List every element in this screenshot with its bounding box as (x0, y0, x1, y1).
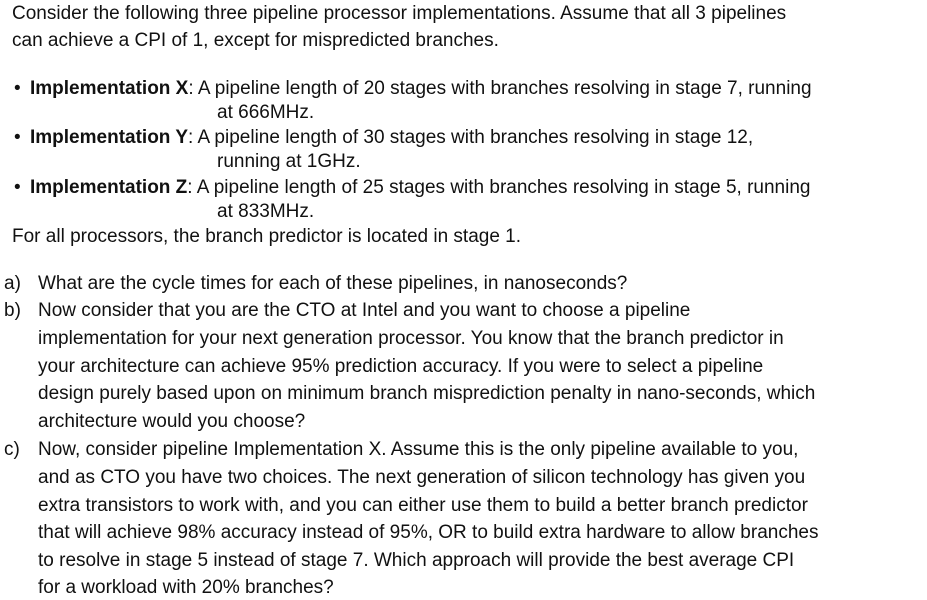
implementation-x-name: Implementation X (30, 78, 189, 99)
implementation-z-line-1 (30, 176, 810, 200)
question-c-line: to resolve in stage 5 instead of stage 7. Which approach will provide the best average CPI (38, 550, 795, 571)
question-c-line: extra transistors to work with, and you can either use them to build a better branch predictor (38, 495, 808, 516)
intro-line-2: can achieve a CPI of 1, except for mispredicted branches. (12, 30, 499, 51)
question-b-line: architecture would you choose? (38, 411, 306, 432)
question-a-marker: a) (4, 273, 21, 294)
question-b-marker: b) (4, 300, 21, 321)
question-c-line: Now, consider pipeline Implementation X. Assume this is the only pipeline available to you, (38, 439, 799, 460)
implementation-x-line-2: at 666MHz. (217, 102, 315, 123)
question-a-line: What are the cycle times for each of these pipelines, in nanoseconds? (38, 273, 628, 294)
implementation-z-line-2: at 833MHz. (217, 201, 315, 222)
implementation-x-desc: : A pipeline length of 20 stages with branches resolving in stage 7, running (188, 78, 812, 99)
question-b-line: implementation for your next generation processor. You know that the branch predictor in (38, 328, 784, 349)
bullet-marker: • (14, 177, 21, 198)
question-c-marker: c) (4, 439, 20, 460)
implementation-y-desc: : A pipeline length of 30 stages with branches resolving in stage 12, (188, 127, 754, 148)
implementation-y-line-2: running at 1GHz. (217, 151, 361, 172)
question-c-line: for a workload with 20% branches? (38, 577, 334, 598)
bullet-marker: • (14, 127, 21, 148)
closing-line: For all processors, the branch predictor is located in stage 1. (12, 226, 522, 247)
implementation-y-line-1 (30, 126, 753, 150)
bullet-marker: • (14, 78, 21, 99)
question-b-line: Now consider that you are the CTO at Intel and you want to choose a pipeline (38, 300, 691, 321)
question-c-line: that will achieve 98% accuracy instead of 95%, OR to build extra hardware to allow branches (38, 522, 819, 543)
intro-line-1: Consider the following three pipeline processor implementations. Assume that all 3 pipelines (12, 3, 787, 24)
implementation-x-line-1 (30, 77, 812, 101)
implementation-y-name: Implementation Y (30, 127, 189, 148)
implementation-z-name: Implementation Z (30, 177, 188, 198)
question-b-line: design purely based upon on minimum branch misprediction penalty in nano-seconds, which (38, 383, 816, 404)
question-b-line: your architecture can achieve 95% prediction accuracy. If you were to select a pipeline (38, 356, 764, 377)
question-c-line: and as CTO you have two choices. The next generation of silicon technology has given you (38, 467, 806, 488)
implementation-z-desc: : A pipeline length of 25 stages with branches resolving in stage 5, running (187, 177, 811, 198)
